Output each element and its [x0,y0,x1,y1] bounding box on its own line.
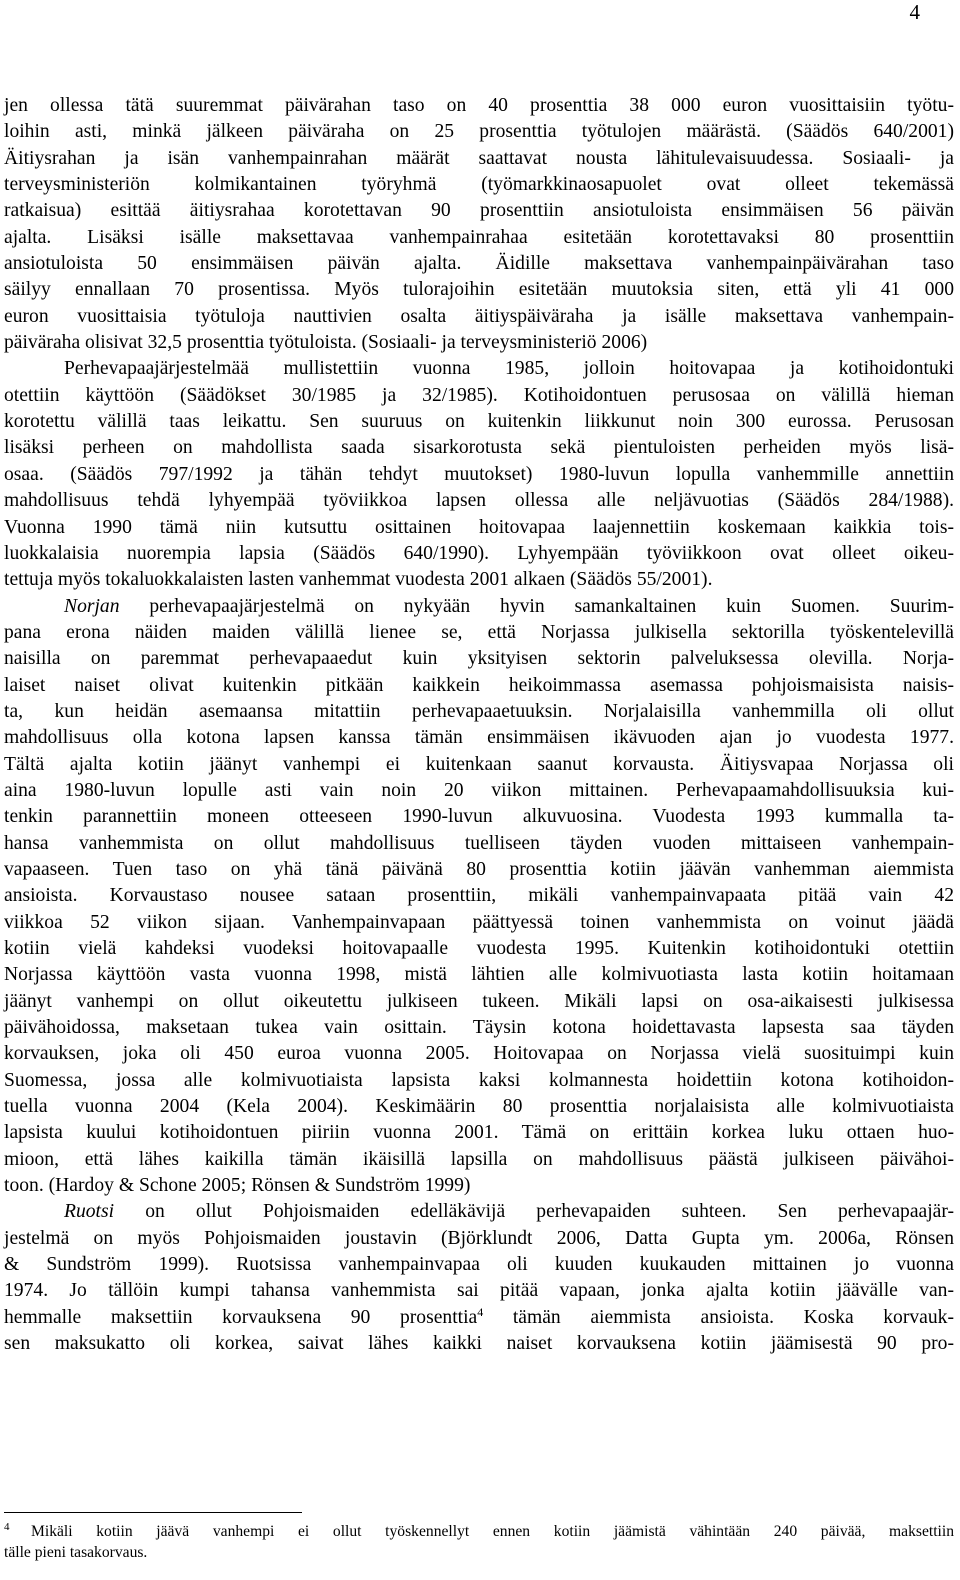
text-line: päiväraha olisivat 32,5 prosenttia työtuloista. (Sosiaali- ja terveysministeriö 2006) [4,332,648,354]
text-line: mahdollisuus olla kotona lapsen kanssa tämän ensimmäisen ikävuoden ajan jo vuodesta 1977. [4,727,954,749]
text-line: osaa. (Säädös 797/1992 ja tähän tehdyt muutokset) 1980-luvun lopulla vanhemmille annettiin [4,463,954,485]
footnote-reference[interactable]: 4 [477,1304,484,1319]
text-line: viikkoa 52 viikon sijaan. Vanhempainvapaan päättyessä toinen vanhemmista on voinut jäädä [4,911,954,933]
text-line: hansa vanhemmista on ollut mahdollisuus tuelliseen täyden vuoden mittaiseen vanhempain- [4,832,954,854]
text-line: jestelmä on myös Pohjoismaiden joustavin (Björklundt 2006, Datta Gupta ym. 2006a, Rönsen [4,1227,954,1249]
text-line: tenkin parannettiin moneen otteeseen 1990-luvun alkuvuosina. Vuodesta 1993 kummalla ta- [4,806,954,828]
text-line: ansiotuloista 50 ensimmäisen päivän ajalta. Äidille maksettava vanhempainpäivärahan taso [4,253,954,275]
text-line: laiset naiset olivat kuitenkin pitkään kaikkein heikoimmassa asemassa pohjoismaisista naisis- [4,674,954,696]
text-line: sen maksukatto oli korkea, saivat lähes kaikki naiset korvauksena kotiin jäämisestä 90 pro- [4,1333,954,1355]
text-line: Suomessa, jossa alle kolmivuotiaista lapsista kaksi kolmannesta hoidettiin kotona kotihoidon- [4,1069,954,1091]
text-line: ta, kun heidän asemaansa mitattiin perhevapaaetuuksin. Norjalaisilla vanhemmilla oli ollut [4,700,954,722]
text-line: mahdollisuus tehdä lyhyempää työviikkoa lapsen ollessa alle neljävuotias (Säädös 284/1988). [4,490,954,512]
body-text [4,93,954,1358]
footnote-line: tälle pieni tasakorvaus. [4,1544,148,1561]
text-line: mioon, että lähes kaikilla tämän ikäisillä lapsilla on mahdollisuus päästä julkiseen päivähoi- [4,1148,954,1170]
text-segment: hemmalle maksettiin korvauksena 90 prosenttia [4,1306,478,1328]
text-line: loihin asti, minkä jälkeen päiväraha on 25 prosenttia työtulojen määrästä. (Säädös 640/2001) [4,121,954,143]
text-line: euron vuosittaisia työtuloja nauttivien osalta äitiyspäiväraha ja isälle maksettava vanhempain- [4,305,954,327]
text-line: luokkalaisia nuorempia lapsia (Säädös 640/1990). Lyhyempään työviikkoon ovat olleet oikeu- [4,542,954,564]
text-segment: on ollut Pohjoismaiden edelläkävijä perhevapaiden suhteen. Sen perhevapaajär- [145,1201,955,1223]
text-line: aina 1980-luvun lopulle asti vain noin 20 viikon mittainen. Perhevapaamahdollisuuksia kui- [4,779,954,801]
text-line: jäänyt vanhempi on ollut oikeutettu julkiseen tukeen. Mikäli lapsi on osa-aikaisesti julkisessa [4,990,954,1012]
text-segment: tämän aiemmista ansioista. Koska korvauk- [512,1306,954,1328]
text-line: 1974. Jo tällöin kumpi tahansa vanhemmista sai pitää vapaan, jonka ajalta kotiin jäävälle van- [4,1280,954,1302]
footnote [4,1521,954,1563]
text-line: toon. (Hardoy & Schone 2005; Rönsen & Sundström 1999) [4,1175,471,1197]
text-line [4,1305,954,1331]
footnote-text: Mikäli kotiin jäävä vanhempi ei ollut työskennellyt ennen kotiin jäämistä vähintään 240 päivää, maksettiin [31,1523,954,1540]
text-line: terveysministeriön kolmikantainen työryhmä (työmarkkinaosapuolet ovat olleet tekemässä [4,174,954,196]
text-line: tettuja myös tokaluokkalaisten lasten vanhemmat vuodesta 2001 alkaen (Säädös 55/2001). [4,569,713,591]
text-line: tuella vuonna 2004 (Kela 2004). Keskimäärin 80 prosenttia norjalaisista alle kolmivuotiaista [4,1096,954,1118]
text-line: päivähoidossa, maksetaan tukea vain osittain. Täysin kotona hoidettavasta lapsesta saa täyden [4,1017,954,1039]
text-line: otettiin käyttöön (Säädökset 30/1985 ja 32/1985). Kotihoidontuen perusosaa on välillä hieman [4,384,954,406]
paragraph-start-line [4,594,954,620]
country-name-norjan: Norjan [64,595,120,617]
paragraph-start-line [4,1199,954,1225]
text-line: ajalta. Lisäksi isälle maksettavaa vanhempainrahaa esitetään korotettavaksi 80 prosenttiin [4,226,954,248]
country-name-ruotsi: Ruotsi [64,1201,115,1223]
text-line: lapsista kuului kotihoidontuen piiriin vuonna 2001. Tämä on erittäin korkea luku ottaen huo- [4,1122,954,1144]
footnote-line: 4 Mikäli kotiin jäävä vanhempi ei ollut työskennellyt ennen kotiin jäämistä vähintään 240 päivää, maksettiin [4,1521,954,1540]
text-line: Äitiysrahan ja isän vanhempainrahan määrät saattavat nousta lähitulevaisuudessa. Sosiaali- ja [4,147,954,169]
text-line: Vuonna 1990 tämä niin kutsuttu osittainen hoitovapaa laajennettiin koskemaan kaikkia tois- [4,516,954,538]
text-line: jen ollessa tätä suuremmat päivärahan taso on 40 prosenttia 38 000 euron vuosittaisiin työtu- [4,95,954,116]
text-line: & Sundström 1999). Ruotsissa vanhempainvapaa oli kuuden kuukauden mittainen jo vuonna [4,1254,954,1276]
footnote-separator [4,1512,302,1513]
text-line: pana erona näiden maiden välillä lienee se, että Norjassa julkisella sektorilla työskentelevillä [4,621,954,643]
text-line: ansioista. Korvaustaso nousee sataan prosenttiin, mikäli vanhempainvapaata pitää vain 42 [4,885,954,907]
text-line: Tältä ajalta kotiin jäänyt vanhempi ei kuitenkaan saanut korvausta. Äitiysvapaa Norjassa oli [4,753,954,775]
text-line: lisäksi perheen on mahdollista saada sisarkorotusta sekä pientuloisten perheiden myös lisä- [4,437,954,459]
text-line: säilyy ennallaan 70 prosentissa. Myös tulorajoihin esitetään muutoksia siten, että yli 41 000 [4,279,954,301]
text-line: vapaaseen. Tuen taso on yhä tänä päivänä 80 prosenttia kotiin jäävän vanhemman aiemmista [4,858,954,880]
text-line: kotiin vielä kahdeksi vuodeksi hoitovapaalle vuodesta 1995. Kuitenkin kotihoidontuki otettiin [4,938,954,959]
paragraph-start-line: Perhevapaajärjestelmää mullistettiin vuonna 1985, jolloin hoitovapaa ja kotihoidontuki [64,358,954,380]
text-line: korvauksen, joka oli 450 euroa vuonna 2005. Hoitovapaa on Norjassa vielä suosituimpi kuin [4,1043,954,1065]
page-number: 4 [909,0,920,24]
text-line: ratkaisua) esittää äitiysrahaa korotettavan 90 prosenttiin ansiotuloista ensimmäisen 56 päivän [4,200,954,222]
text-segment: perhevapaajärjestelmä on nykyään hyvin samankaltainen kuin Suomen. Suurim- [149,595,955,617]
text-line: korotettu välillä taas leikattu. Sen suuruus on kuitenkin liikkunut noin 300 eurossa. Perusosan [4,411,954,433]
text-line: naisilla on paremmat perhevapaaedut kuin yksityisen sektorin palveluksessa olevilla. Norja- [4,648,954,670]
text-line: Norjassa käyttöön vasta vuonna 1998, mistä lähtien alle kolmivuotiasta lasta kotiin hoitamaan [4,964,954,986]
